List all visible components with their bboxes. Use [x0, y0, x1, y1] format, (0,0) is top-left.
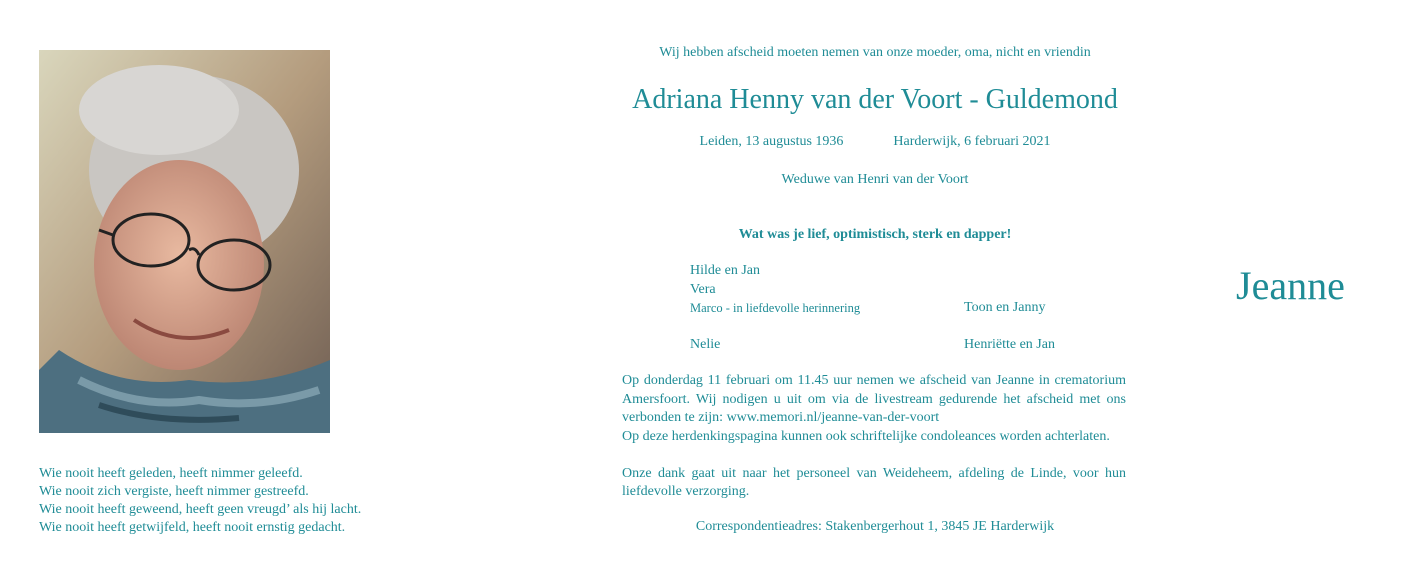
ceremony-paragraph: Op donderdag 11 februari om 11.45 uur nemen we afscheid van Jeanne in crematorium Amersfoort. Wij nodigen u uit om via de livestream gedurende het afscheid met ons verbonden te zijn: www.memori.nl/jeanne-van-der-voort — [622, 373, 1126, 425]
death-date: Harderwijk, 6 februari 2021 — [893, 134, 1051, 149]
poem-line: Wie nooit heeft getwijfeld, heeft nooit ernstig gedacht. — [39, 520, 346, 535]
motto: Wat was je lief, optimistisch, sterk en dapper! — [738, 227, 1012, 242]
family-member: Nelie — [690, 337, 721, 352]
family-member: Henriëtte en Jan — [964, 337, 1055, 352]
poem-line: Wie nooit heeft geleden, heeft nimmer geleefd. — [39, 466, 303, 481]
family-member: Toon en Janny — [964, 300, 1046, 315]
family-list-left — [690, 262, 860, 318]
deceased-name: Adriana Henny van der Voort - Guldemond — [632, 84, 1118, 115]
intro-text: Wij hebben afscheid moeten nemen van onze moeder, oma, nicht en vriendin — [659, 45, 1091, 60]
poem-line: Wie nooit heeft geweend, heeft geen vreugd’ als hij lacht. — [39, 502, 362, 517]
condolence-paragraph: Op deze herdenkingspagina kunnen ook schriftelijke condoleances worden achterlaten. — [622, 428, 1110, 444]
callname: Jeanne — [1236, 263, 1345, 308]
birth-date: Leiden, 13 augustus 1936 — [699, 134, 844, 149]
poem — [39, 465, 399, 537]
ceremony-text — [622, 372, 1126, 502]
thanks-paragraph: Onze dank gaat uit naar het personeel van Weideheem, afdeling de Linde, voor hun liefdevolle verzorging. — [622, 465, 1126, 499]
family-member: Vera — [690, 281, 716, 297]
widow-line: Weduwe van Henri van der Voort — [781, 172, 969, 187]
correspondence-address: Correspondentieadres: Stakenbergerhout 1, 3845 JE Harderwijk — [695, 519, 1055, 534]
family-member: Marco - in liefdevolle herinnering — [690, 301, 861, 315]
dates-line — [560, 134, 1190, 150]
portrait-photo — [39, 50, 330, 433]
portrait-illustration — [39, 50, 330, 433]
family-member: Hilde en Jan — [690, 263, 760, 278]
poem-line: Wie nooit zich vergiste, heeft nimmer gestreefd. — [39, 484, 309, 499]
